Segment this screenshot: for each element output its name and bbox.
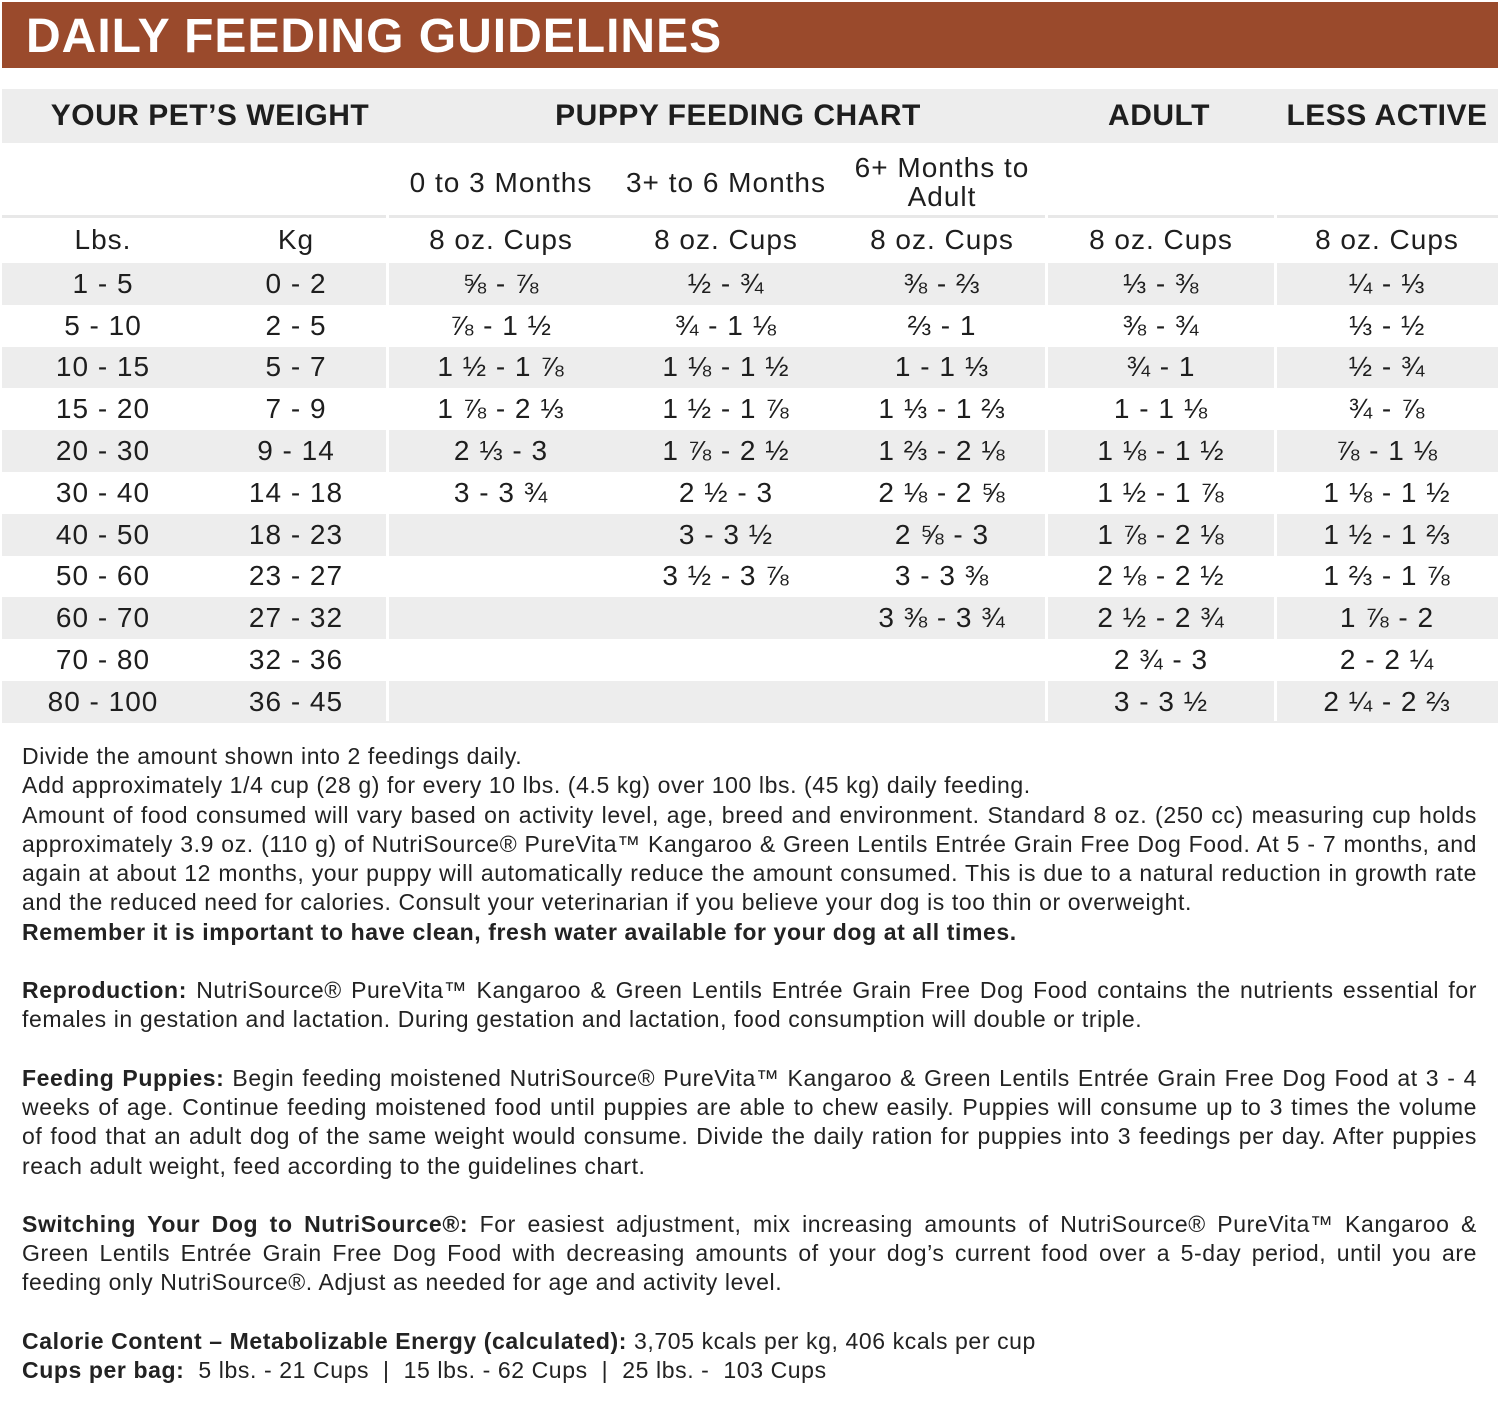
notes-section: [22, 742, 1477, 1385]
cell-kg: 0 - 2: [265, 267, 327, 299]
cell-puppy-6-adult: 2 ⅝ - 3: [894, 518, 990, 550]
cell-puppy-0-3: 3 - 3 ¾: [453, 476, 549, 508]
cell-lbs: 40 - 50: [55, 518, 151, 550]
note-divide: Divide the amount shown into 2 feedings daily.: [22, 743, 523, 769]
cell-puppy-6-adult: [838, 681, 1046, 723]
cell-less-active: 2 - 2 ¼: [1339, 644, 1435, 676]
unit-kg: Kg: [277, 224, 315, 255]
feeding-table: [2, 89, 1498, 721]
cell-puppy-6-adult: ⅜ - ⅔: [903, 267, 981, 299]
note-switching: Switching Your Dog to NutriSource®: For easiest adjustment, mix increasing amounts of NutriSource® PureVita™ Kangaroo & Green Lentils Entrée Grain Free Dog Food with decreasing amounts of your dog’s current food over a 5-day period, until you are feeding only NutriSource®. Adjust as needed for age and activity level.: [22, 1210, 1477, 1296]
cell-adult: 1 ⅛ - 1 ½: [1097, 435, 1225, 467]
header-weight: YOUR PET’S WEIGHT: [50, 99, 370, 132]
cell-puppy-3-6: 3 - 3 ½: [678, 518, 774, 550]
cell-puppy-0-3: 1 ⅞ - 2 ⅓: [437, 393, 565, 425]
cell-less-active: 2 ¼ - 2 ⅔: [1323, 685, 1451, 717]
cell-kg: 14 - 18: [248, 476, 344, 508]
unit-cups-adult: 8 oz. Cups: [1089, 224, 1233, 255]
cell-adult: 3 - 3 ½: [1113, 685, 1209, 717]
cell-puppy-3-6: ½ - ¾: [687, 267, 765, 299]
cell-puppy-3-6: 2 ½ - 3: [678, 476, 774, 508]
unit-cups-puppy-0-3: 8 oz. Cups: [429, 224, 573, 255]
note-reproduction: Reproduction: NutriSource® PureVita™ Kangaroo & Green Lentils Entrée Grain Free Dog Food contains the nutrients essential for females in gestation and lactation. During gestation and lactation, food consumption will double or triple.: [22, 977, 1477, 1033]
cell-lbs: 10 - 15: [55, 351, 151, 383]
cell-kg: 7 - 9: [265, 393, 327, 425]
cell-lbs: 50 - 60: [55, 560, 151, 592]
cell-puppy-0-3: [388, 681, 614, 723]
cell-lbs: 5 - 10: [64, 309, 142, 341]
cell-adult: ¾ - 1: [1126, 351, 1196, 383]
header-less-active: LESS ACTIVE: [1286, 99, 1488, 132]
cell-puppy-6-adult: 1 ⅔ - 2 ⅛: [878, 435, 1006, 467]
note-amount: Amount of food consumed will vary based on activity level, age, breed and environment. Standard 8 oz. (250 cc) measuring cup holds approximately 3.9 oz. (110 g) of NutriSource® PureVita™ Kangaroo & Green Lentils Entrée Grain Free Dog Food. At 5 - 7 months, and again at about 12 months, your puppy will automatically reduce the amount consumed. This is due to a natural reduction in growth rate and the reduced need for calories. Consult your veterinarian if you believe your dog is too thin or overweight.: [22, 801, 1477, 916]
cell-less-active: ⅞ - 1 ⅛: [1336, 435, 1438, 467]
cell-adult: 2 ⅛ - 2 ½: [1097, 560, 1225, 592]
page-title: DAILY FEEDING GUIDELINES: [26, 10, 723, 63]
cell-puppy-0-3: ⅞ - 1 ½: [450, 309, 552, 341]
unit-lbs: Lbs.: [74, 224, 132, 255]
cell-puppy-3-6: 1 ⅞ - 2 ½: [662, 435, 790, 467]
cell-adult: 2 ¾ - 3: [1113, 644, 1209, 676]
cell-kg: 5 - 7: [265, 351, 327, 383]
cell-less-active: ¾ - ⅞: [1348, 393, 1426, 425]
cell-kg: 23 - 27: [248, 560, 344, 592]
note-water: Remember it is important to have clean, fresh water available for your dog at all times.: [22, 918, 1017, 945]
cell-puppy-3-6: [614, 597, 838, 639]
cell-puppy-0-3: ⅝ - ⅞: [462, 267, 540, 299]
cell-kg: 18 - 23: [248, 518, 344, 550]
cell-puppy-6-adult: 2 ⅛ - 2 ⅝: [878, 476, 1006, 508]
unit-cups-puppy-6-adult: 8 oz. Cups: [870, 224, 1014, 255]
cell-puppy-3-6: 1 ⅛ - 1 ½: [662, 351, 790, 383]
cell-kg: 9 - 14: [257, 435, 335, 467]
cell-adult: ⅓ - ⅜: [1122, 267, 1200, 299]
title-banner: [2, 2, 1498, 68]
cell-puppy-0-3: [388, 597, 614, 639]
cell-less-active: ¼ - ⅓: [1348, 267, 1426, 299]
cell-puppy-6-adult: 3 - 3 ⅜: [894, 560, 990, 592]
cell-kg: 32 - 36: [248, 644, 344, 676]
cell-kg: 27 - 32: [248, 602, 344, 634]
cell-lbs: 15 - 20: [55, 393, 151, 425]
unit-cups-less-active: 8 oz. Cups: [1315, 224, 1459, 255]
note-cups-per-bag: Cups per bag: 5 lbs. - 21 Cups | 15 lbs. - 62 Cups | 25 lbs. - 103 Cups: [22, 1357, 827, 1384]
cell-puppy-6-adult: 1 ⅓ - 1 ⅔: [878, 393, 1006, 425]
cell-puppy-0-3: [388, 556, 614, 598]
note-feeding-puppies: Feeding Puppies: Begin feeding moistened NutriSource® PureVita™ Kangaroo & Green Lentils Entrée Grain Free Dog Food at 3 - 4 weeks of age. Continue feeding moistened food until puppies are able to chew easily. Puppies will consume up to 3 times the volume of food that an adult dog of the same weight would consume. Divide the daily ration for puppies into 3 feedings per day. After puppies reach adult weight, feed according to the guidelines chart.: [22, 1064, 1477, 1179]
cell-lbs: 20 - 30: [55, 435, 151, 467]
header-adult: ADULT: [1108, 99, 1210, 132]
cell-adult: 1 ⅞ - 2 ⅛: [1097, 518, 1225, 550]
cell-puppy-0-3: 1 ½ - 1 ⅞: [437, 351, 565, 383]
cell-less-active: ⅓ - ½: [1348, 309, 1426, 341]
header-puppy: PUPPY FEEDING CHART: [555, 99, 921, 132]
cell-kg: 36 - 45: [248, 685, 344, 717]
puppy-age-0-3: 0 to 3 Months: [409, 166, 593, 198]
cell-adult: 2 ½ - 2 ¾: [1097, 602, 1225, 634]
cell-lbs: 60 - 70: [55, 602, 151, 634]
cell-lbs: 30 - 40: [55, 476, 151, 508]
cell-puppy-3-6: 1 ½ - 1 ⅞: [662, 393, 790, 425]
cell-puppy-0-3: [388, 639, 614, 681]
puppy-age-3-6: 3+ to 6 Months: [625, 166, 826, 198]
cell-puppy-6-adult: ⅔ - 1: [907, 309, 977, 341]
puppy-age-6-adult: 6+ Months to Adult: [854, 152, 1030, 212]
cell-puppy-3-6: 3 ½ - 3 ⅞: [662, 560, 790, 592]
cell-lbs: 70 - 80: [55, 644, 151, 676]
unit-cups-puppy-3-6: 8 oz. Cups: [654, 224, 798, 255]
cell-puppy-3-6: [614, 681, 838, 723]
cell-less-active: 1 ⅛ - 1 ½: [1323, 476, 1451, 508]
cell-less-active: 1 ⅞ - 2: [1339, 602, 1435, 634]
note-calories: Calorie Content – Metabolizable Energy (calculated): 3,705 kcals per kg, 406 kcals per cup: [22, 1327, 1036, 1354]
cell-adult: ⅜ - ¾: [1122, 309, 1200, 341]
cell-puppy-3-6: [614, 639, 838, 681]
cell-lbs: 1 - 5: [72, 267, 134, 299]
cell-less-active: ½ - ¾: [1348, 351, 1426, 383]
cell-puppy-6-adult: 1 - 1 ⅓: [894, 351, 990, 383]
note-add-approx: Add approximately 1/4 cup (28 g) for every 10 lbs. (4.5 kg) over 100 lbs. (45 kg) daily feeding.: [22, 772, 1031, 799]
cell-puppy-6-adult: [838, 639, 1046, 681]
cell-puppy-3-6: ¾ - 1 ⅛: [675, 309, 777, 341]
cell-less-active: 1 ⅔ - 1 ⅞: [1323, 560, 1451, 592]
cell-adult: 1 - 1 ⅛: [1113, 393, 1209, 425]
cell-adult: 1 ½ - 1 ⅞: [1097, 476, 1225, 508]
cell-puppy-6-adult: 3 ⅜ - 3 ¾: [878, 602, 1006, 634]
cell-puppy-0-3: 2 ⅓ - 3: [453, 435, 549, 467]
cell-kg: 2 - 5: [265, 309, 327, 341]
cell-puppy-0-3: [388, 514, 614, 556]
cell-lbs: 80 - 100: [47, 685, 159, 717]
cell-less-active: 1 ½ - 1 ⅔: [1323, 518, 1451, 550]
